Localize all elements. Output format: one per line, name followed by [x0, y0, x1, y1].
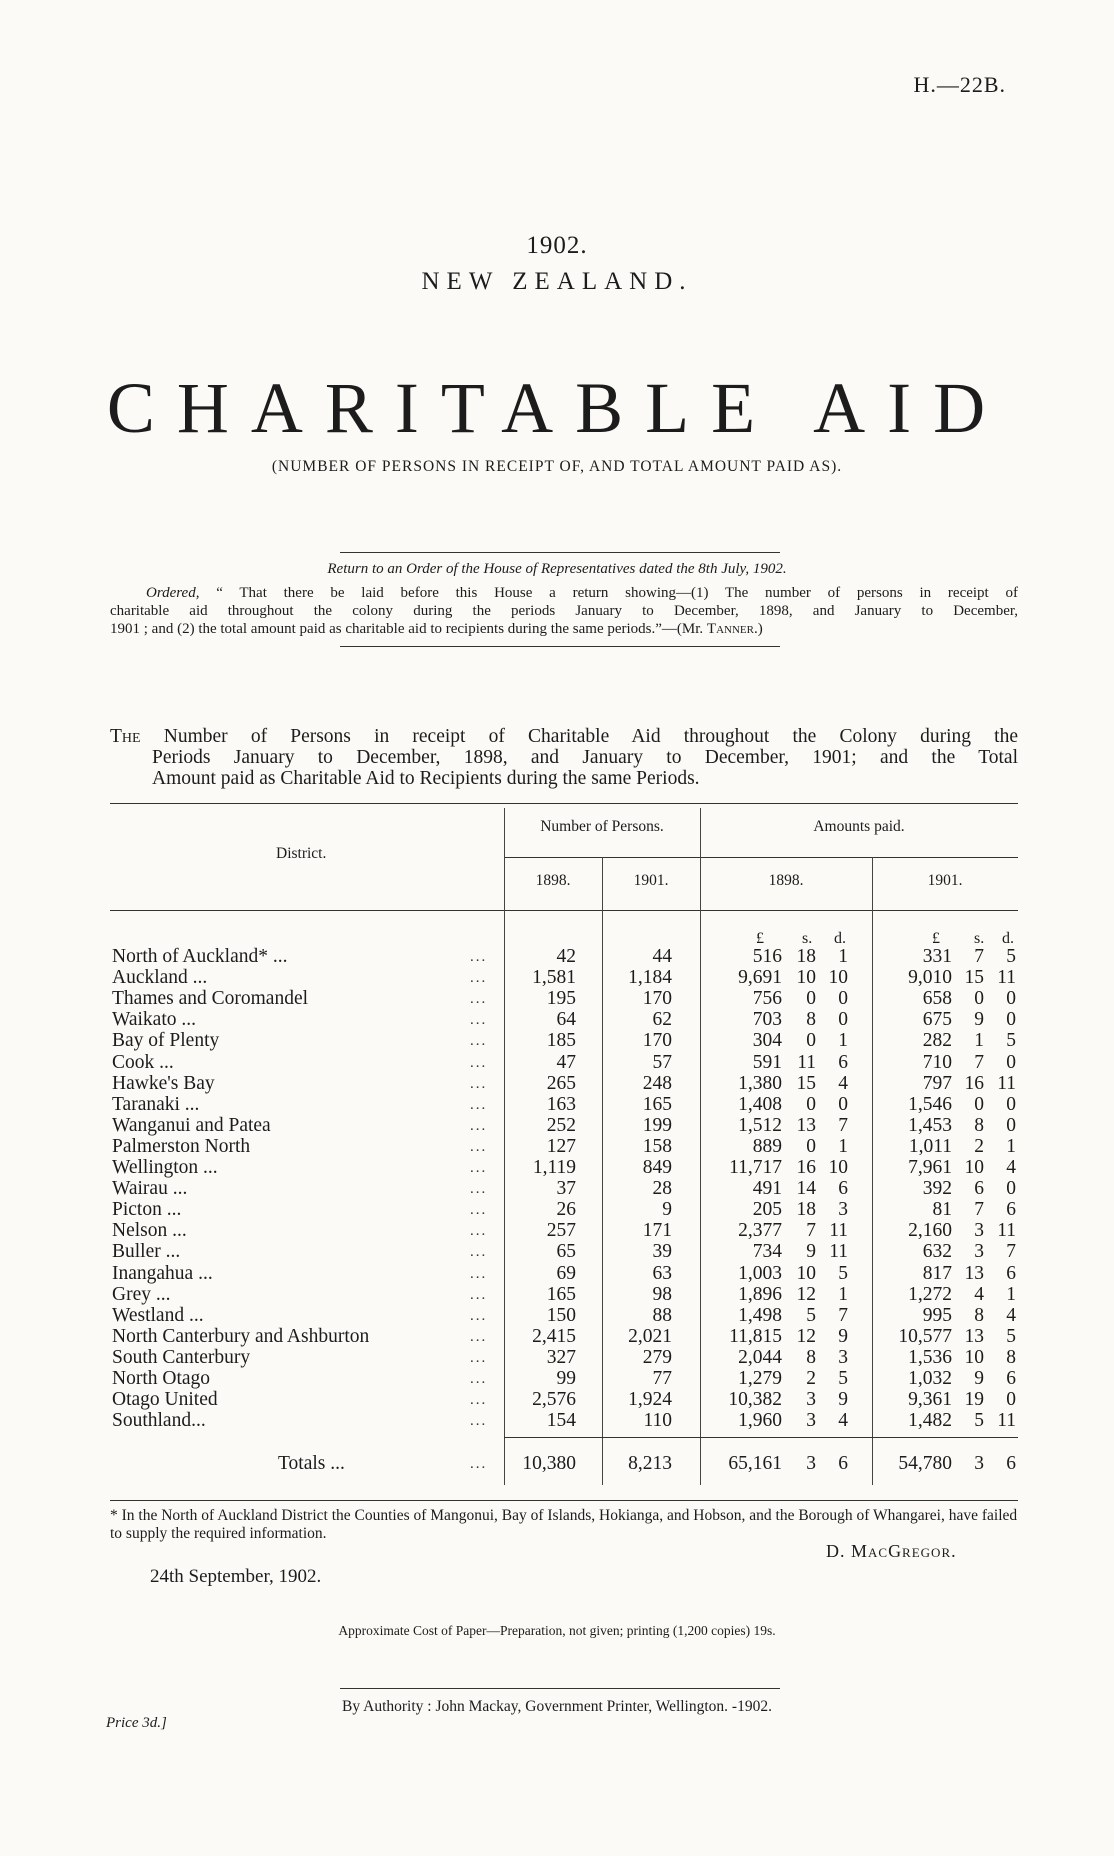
leader-dots: ...: [470, 1308, 488, 1324]
persons-1901-value: 170: [642, 1030, 672, 1051]
amount-1901-shillings: 7: [974, 1199, 984, 1220]
leader-dots: ...: [470, 1329, 488, 1345]
currency-pence-1898: d.: [834, 930, 846, 947]
amount-1901-pence: 0: [1006, 1178, 1016, 1199]
amount-1901-pounds: 9,361: [908, 1389, 952, 1410]
ordered-line-1: “ That there be laid before this House a return showing—(1) The number of persons in receipt of: [216, 585, 1018, 601]
amount-1898-shillings: 11: [797, 1052, 816, 1073]
col-divider-persons-1901: [602, 857, 603, 1485]
document-title: CHARITABLE AID: [106, 368, 1008, 448]
amount-1901-pounds: 797: [922, 1073, 952, 1094]
amount-1901-pounds: 817: [922, 1263, 952, 1284]
persons-1898-value: 37: [556, 1178, 576, 1199]
return-order-line: Return to an Order of the House of Representatives dated the 8th July, 1902.: [327, 561, 787, 577]
amount-1901-pence: 0: [1006, 1052, 1016, 1073]
amount-1901-shillings: 19: [964, 1389, 984, 1410]
persons-1901-value: 28: [652, 1178, 672, 1199]
persons-1901-value: 110: [643, 1410, 672, 1431]
persons-1898-value: 127: [546, 1136, 576, 1157]
amount-1901-pounds: 710: [922, 1052, 952, 1073]
persons-1898-value: 1,119: [532, 1157, 576, 1178]
amount-1898-pounds: 65,161: [728, 1453, 782, 1474]
intro-line-3: Amount paid as Charitable Aid to Recipients during the same Periods.: [152, 768, 700, 789]
amount-1898-pounds: 1,960: [738, 1410, 782, 1431]
amount-1901-pounds: 392: [922, 1178, 952, 1199]
document-date: 24th September, 1902.: [150, 1566, 322, 1587]
ordered-lead: Ordered,: [146, 585, 200, 601]
currency-pounds-1898: £: [756, 930, 764, 947]
persons-1901-value: 2,021: [628, 1326, 672, 1347]
amount-1901-pounds: 1,482: [908, 1410, 952, 1431]
district-name: North Canterbury and Ashburton: [112, 1326, 370, 1347]
persons-1898-value: 257: [546, 1220, 576, 1241]
amount-1901-pounds: 1,011: [908, 1136, 952, 1157]
amount-1898-pounds: 734: [752, 1241, 782, 1262]
amount-1901-shillings: 2: [974, 1136, 984, 1157]
amount-1898-shillings: 15: [796, 1073, 816, 1094]
amount-1901-pence: 6: [1006, 1263, 1016, 1284]
amounts-1901-header: 1901.: [927, 872, 963, 889]
amount-1901-pounds: 675: [922, 1009, 952, 1030]
persons-1901-value: 98: [652, 1284, 672, 1305]
amount-1901-pence: 6: [1006, 1368, 1016, 1389]
currency-pounds-1901: £: [932, 930, 940, 947]
currency-shillings-1898: s.: [802, 930, 813, 947]
amount-1898-shillings: 10: [796, 1263, 816, 1284]
leader-dots: ...: [470, 1287, 488, 1303]
amount-1901-shillings: 7: [974, 1052, 984, 1073]
persons-1901-value: 8,213: [628, 1453, 672, 1474]
document-code: H.—22B.: [913, 72, 1006, 97]
amount-1898-shillings: 0: [806, 988, 816, 1009]
amount-1901-shillings: 4: [974, 1284, 984, 1305]
district-name: Waikato ...: [112, 1009, 196, 1030]
amount-1901-pence: 11: [997, 1073, 1016, 1094]
amount-1898-pence: 9: [838, 1389, 848, 1410]
intro-line-1: Number of Persons in receipt of Charitable Aid throughout the Colony during the: [163, 726, 1018, 747]
leader-dots: ...: [470, 1223, 488, 1239]
amount-1898-shillings: 0: [806, 1030, 816, 1051]
amount-1898-pounds: 1,408: [738, 1094, 782, 1115]
leader-dots: ...: [470, 1371, 488, 1387]
district-name: Westland ...: [112, 1305, 204, 1326]
persons-1898-value: 42: [556, 946, 576, 967]
persons-1901-value: 199: [642, 1115, 672, 1136]
amount-1898-pence: 1: [838, 1136, 848, 1157]
amount-1898-pence: 7: [838, 1115, 848, 1136]
amount-1898-shillings: 5: [806, 1305, 816, 1326]
amount-1901-pounds: 2,160: [908, 1220, 952, 1241]
amount-1898-shillings: 7: [806, 1220, 816, 1241]
district-name: Palmerston North: [112, 1136, 251, 1157]
leader-dots: ...: [470, 970, 488, 986]
district-name: Thames and Coromandel: [112, 988, 309, 1009]
amount-1898-pence: 6: [838, 1178, 848, 1199]
amount-1898-pence: 6: [838, 1052, 848, 1073]
totals-label: Totals ...: [278, 1453, 345, 1474]
district-name: Nelson ...: [112, 1220, 187, 1241]
district-name: Inangahua ...: [112, 1263, 213, 1284]
currency-shillings-1901: s.: [974, 930, 985, 947]
amount-1898-shillings: 3: [806, 1410, 816, 1431]
leader-dots: ...: [470, 1139, 488, 1155]
leader-dots: ...: [470, 1266, 488, 1282]
amount-1901-pence: 0: [1006, 1009, 1016, 1030]
district-name: Picton ...: [112, 1199, 182, 1220]
amount-1898-pence: 4: [838, 1410, 848, 1431]
document-year: 1902.: [526, 232, 588, 259]
persons-1901-value: 279: [642, 1347, 672, 1368]
amount-1898-pence: 1: [838, 1030, 848, 1051]
persons-1898-value: 1,581: [532, 967, 576, 988]
leader-dots: ...: [470, 1181, 488, 1197]
persons-1901-value: 158: [642, 1136, 672, 1157]
amount-1901-pounds: 1,546: [908, 1094, 952, 1115]
persons-1898-value: 163: [546, 1094, 576, 1115]
table-top-rule: [110, 803, 1018, 804]
amount-1901-shillings: 9: [974, 1009, 984, 1030]
district-name: Buller ...: [112, 1241, 181, 1262]
leader-dots: ...: [470, 1350, 488, 1366]
leader-dots: ...: [470, 1097, 488, 1113]
district-name: Wellington ...: [112, 1157, 218, 1178]
amount-1898-pence: 9: [838, 1326, 848, 1347]
district-name: Wairau ...: [112, 1178, 188, 1199]
amount-1898-shillings: 9: [806, 1241, 816, 1262]
amount-1901-pounds: 1,536: [908, 1347, 952, 1368]
amount-1898-pounds: 756: [752, 988, 782, 1009]
country-heading: NEW ZEALAND.: [421, 268, 693, 295]
persons-1901-value: 170: [642, 988, 672, 1009]
amount-1901-shillings: 0: [974, 1094, 984, 1115]
leader-dots: ...: [470, 949, 488, 965]
col-divider-persons: [504, 808, 505, 1485]
leader-dots: ...: [470, 1456, 488, 1472]
ordered-line-3: 1901 ; and (2) the total amount paid as charitable aid to recipients during the same periods.”—(Mr.: [110, 621, 704, 637]
persons-1901-value: 62: [652, 1009, 672, 1030]
amount-1898-pounds: 205: [752, 1199, 782, 1220]
amount-1901-shillings: 8: [974, 1305, 984, 1326]
persons-1901-header: 1901.: [633, 872, 669, 889]
amount-1898-shillings: 12: [796, 1284, 816, 1305]
amount-1901-pence: 7: [1006, 1241, 1016, 1262]
persons-1898-value: 252: [546, 1115, 576, 1136]
amount-1901-pence: 8: [1006, 1347, 1016, 1368]
amount-1901-shillings: 5: [974, 1410, 984, 1431]
table-intro: [110, 726, 1018, 789]
amount-1901-pence: 0: [1006, 988, 1016, 1009]
amount-1901-pounds: 1,453: [908, 1115, 952, 1136]
amount-1901-pence: 11: [997, 1220, 1016, 1241]
amount-1901-shillings: 1: [974, 1030, 984, 1051]
district-name: Cook ...: [112, 1052, 174, 1073]
district-name: South Canterbury: [112, 1347, 251, 1368]
amount-1898-pounds: 591: [752, 1052, 782, 1073]
amount-1898-pounds: 11,717: [729, 1157, 782, 1178]
persons-1898-value: 64: [556, 1009, 576, 1030]
amount-1898-pence: 3: [838, 1199, 848, 1220]
amount-1901-shillings: 6: [974, 1178, 984, 1199]
persons-1898-value: 195: [546, 988, 576, 1009]
amount-1898-shillings: 13: [796, 1115, 816, 1136]
amount-1901-pence: 4: [1006, 1157, 1016, 1178]
totals-rule: [504, 1437, 1018, 1438]
persons-1901-value: 9: [662, 1199, 672, 1220]
signature: D. MacGregor.: [826, 1541, 957, 1561]
amount-1898-shillings: 3: [806, 1389, 816, 1410]
amount-1901-pence: 5: [1006, 1030, 1016, 1051]
persons-1901-value: 1,184: [628, 967, 672, 988]
persons-1898-value: 2,415: [532, 1326, 576, 1347]
amount-1901-pence: 1: [1006, 1284, 1016, 1305]
leader-dots: ...: [470, 1076, 488, 1092]
leader-dots: ...: [470, 1392, 488, 1408]
amount-1901-pence: 4: [1006, 1305, 1016, 1326]
persons-1898-value: 150: [546, 1305, 576, 1326]
amount-1901-shillings: 3: [974, 1220, 984, 1241]
persons-1898-value: 47: [556, 1052, 576, 1073]
amount-1898-shillings: 8: [806, 1347, 816, 1368]
amount-1898-pounds: 516: [752, 946, 782, 967]
col-divider-amounts: [700, 808, 701, 1485]
amount-1898-pence: 10: [828, 1157, 848, 1178]
amount-1898-pounds: 11,815: [729, 1326, 782, 1347]
persons-1898-value: 165: [546, 1284, 576, 1305]
amount-1901-shillings: 16: [964, 1073, 984, 1094]
divider-top: [340, 552, 780, 553]
amount-1901-pounds: 282: [922, 1030, 952, 1051]
amount-1901-shillings: 13: [964, 1263, 984, 1284]
amount-1898-pence: 0: [838, 988, 848, 1009]
leader-dots: ...: [470, 1055, 488, 1071]
amount-1898-pence: 5: [838, 1263, 848, 1284]
amount-1901-pounds: 331: [922, 946, 952, 967]
cost-note: Approximate Cost of Paper—Preparation, not given; printing (1,200 copies) 19s.: [338, 1623, 776, 1638]
amount-1901-pounds: 658: [922, 988, 952, 1009]
currency-pence-1901: d.: [1002, 930, 1014, 947]
persons-1898-value: 154: [546, 1410, 576, 1431]
amount-1901-pence: 0: [1006, 1094, 1016, 1115]
amount-1898-shillings: 12: [796, 1326, 816, 1347]
amount-1898-pence: 0: [838, 1094, 848, 1115]
persons-1898-value: 26: [556, 1199, 576, 1220]
amount-1901-pounds: 1,032: [908, 1368, 952, 1389]
amounts-header: Amounts paid.: [813, 818, 905, 835]
amount-1901-shillings: 3: [974, 1241, 984, 1262]
persons-1901-value: 849: [642, 1157, 672, 1178]
persons-1901-value: 1,924: [628, 1389, 672, 1410]
amounts-1898-header: 1898.: [768, 872, 804, 889]
persons-header: Number of Persons.: [540, 818, 664, 835]
amount-1898-shillings: 0: [806, 1094, 816, 1115]
persons-1901-value: 57: [652, 1052, 672, 1073]
footnote-rule: [110, 1500, 1018, 1501]
amount-1898-pence: 6: [838, 1453, 848, 1474]
district-name: Hawke's Bay: [112, 1073, 215, 1094]
amount-1898-shillings: 18: [796, 1199, 816, 1220]
amount-1898-pence: 7: [838, 1305, 848, 1326]
amount-1901-pence: 11: [997, 967, 1016, 988]
amount-1901-shillings: 3: [974, 1453, 984, 1474]
divider-bottom: [340, 646, 780, 647]
amount-1901-pounds: 54,780: [898, 1453, 952, 1474]
amount-1901-shillings: 8: [974, 1115, 984, 1136]
leader-dots: ...: [470, 1244, 488, 1260]
leader-dots: ...: [470, 991, 488, 1007]
amount-1898-pounds: 889: [752, 1136, 782, 1157]
persons-1898-value: 2,576: [532, 1389, 576, 1410]
amount-1898-shillings: 16: [796, 1157, 816, 1178]
document-subtitle: (NUMBER OF PERSONS IN RECEIPT OF, AND TOTAL AMOUNT PAID AS).: [271, 458, 843, 475]
amount-1898-pounds: 1,512: [738, 1115, 782, 1136]
persons-1898-value: 10,380: [522, 1453, 576, 1474]
district-name: Grey ...: [112, 1284, 171, 1305]
amount-1898-pence: 4: [838, 1073, 848, 1094]
amount-1901-pence: 6: [1006, 1199, 1016, 1220]
amount-1898-pence: 1: [838, 946, 848, 967]
amount-1901-pence: 6: [1006, 1453, 1016, 1474]
amount-1898-pounds: 1,003: [738, 1263, 782, 1284]
amount-1901-pounds: 632: [922, 1241, 952, 1262]
persons-1901-value: 63: [652, 1263, 672, 1284]
leader-dots: ...: [470, 1012, 488, 1028]
persons-1901-value: 88: [652, 1305, 672, 1326]
persons-1898-value: 327: [546, 1347, 576, 1368]
district-name: North of Auckland* ...: [112, 946, 288, 967]
amount-1898-pounds: 1,896: [738, 1284, 782, 1305]
district-name: Bay of Plenty: [112, 1030, 220, 1051]
amount-1898-pence: 1: [838, 1284, 848, 1305]
persons-1898-value: 185: [546, 1030, 576, 1051]
amount-1898-pence: 5: [838, 1368, 848, 1389]
table-header-rule: [110, 910, 1018, 911]
leader-dots: ...: [470, 1413, 488, 1429]
persons-1901-value: 165: [642, 1094, 672, 1115]
persons-1901-value: 39: [652, 1241, 672, 1262]
amount-1898-pence: 0: [838, 1009, 848, 1030]
amount-1898-pence: 10: [828, 967, 848, 988]
persons-1898-value: 69: [556, 1263, 576, 1284]
footnote: * In the North of Auckland District the Counties of Mangonui, Bay of Islands, Hokianga, and Hobson, and the Borough of Whangarei, have failed to supply the required information.: [110, 1507, 1018, 1542]
amount-1901-pounds: 10,577: [898, 1326, 952, 1347]
amount-1901-shillings: 7: [974, 946, 984, 967]
amount-1901-pence: 11: [997, 1410, 1016, 1431]
intro-line-2: Periods January to December, 1898, and January to December, 1901; and the Total: [152, 747, 1018, 768]
amount-1898-pounds: 10,382: [728, 1389, 782, 1410]
leader-dots: ...: [470, 1033, 488, 1049]
amount-1898-shillings: 8: [806, 1009, 816, 1030]
amount-1898-pounds: 491: [752, 1178, 782, 1199]
amount-1901-shillings: 15: [964, 967, 984, 988]
amount-1898-pence: 11: [829, 1241, 848, 1262]
persons-1898-value: 65: [556, 1241, 576, 1262]
amount-1898-pence: 3: [838, 1347, 848, 1368]
amount-1898-shillings: 18: [796, 946, 816, 967]
amount-1901-pence: 5: [1006, 946, 1016, 967]
price-note: Price 3d.]: [106, 1715, 167, 1731]
amount-1901-shillings: 10: [964, 1157, 984, 1178]
amount-1901-pence: 1: [1006, 1136, 1016, 1157]
amount-1898-shillings: 2: [806, 1368, 816, 1389]
district-name: Taranaki ...: [112, 1094, 200, 1115]
subheader-rule: [504, 857, 1018, 858]
leader-dots: ...: [470, 1202, 488, 1218]
amount-1898-pounds: 2,044: [738, 1347, 782, 1368]
ordered-paragraph: [110, 584, 1018, 638]
amount-1901-shillings: 9: [974, 1368, 984, 1389]
amount-1898-pounds: 1,380: [738, 1073, 782, 1094]
district-name: Southland...: [112, 1410, 206, 1431]
amount-1898-shillings: 0: [806, 1136, 816, 1157]
leader-dots: ...: [470, 1160, 488, 1176]
amount-1901-shillings: 10: [964, 1347, 984, 1368]
persons-1898-value: 99: [556, 1368, 576, 1389]
persons-1901-value: 171: [642, 1220, 672, 1241]
authority-rule: [340, 1688, 780, 1689]
amount-1901-pounds: 7,961: [908, 1157, 952, 1178]
district-name: Wanganui and Patea: [112, 1115, 271, 1136]
district-name: Otago United: [112, 1389, 218, 1410]
persons-1901-value: 248: [642, 1073, 672, 1094]
amount-1901-pence: 5: [1006, 1326, 1016, 1347]
amount-1901-pounds: 81: [932, 1199, 952, 1220]
amount-1898-pounds: 9,691: [738, 967, 782, 988]
amount-1898-shillings: 14: [796, 1178, 816, 1199]
leader-dots: ...: [470, 1118, 488, 1134]
district-header: District.: [276, 845, 327, 862]
persons-1898-header: 1898.: [535, 872, 571, 889]
amount-1898-shillings: 10: [796, 967, 816, 988]
amount-1898-pounds: 703: [752, 1009, 782, 1030]
persons-1901-value: 44: [652, 946, 672, 967]
district-name: Auckland ...: [112, 967, 208, 988]
amount-1901-shillings: 13: [964, 1326, 984, 1347]
amount-1901-pounds: 1,272: [908, 1284, 952, 1305]
amount-1898-pounds: 2,377: [738, 1220, 782, 1241]
amount-1898-pounds: 304: [752, 1030, 782, 1051]
amount-1898-pence: 11: [829, 1220, 848, 1241]
amount-1901-pence: 0: [1006, 1115, 1016, 1136]
district-name: North Otago: [112, 1368, 211, 1389]
intro-lead: The: [110, 726, 141, 747]
amount-1901-pence: 0: [1006, 1389, 1016, 1410]
amount-1898-shillings: 3: [806, 1453, 816, 1474]
ordered-line-2: charitable aid throughout the colony during the periods January to December, 1898, and January to December,: [110, 603, 1018, 619]
amount-1898-pounds: 1,279: [738, 1368, 782, 1389]
authority-line: By Authority : John Mackay, Government Printer, Wellington. -1902.: [342, 1698, 772, 1715]
persons-1901-value: 77: [652, 1368, 672, 1389]
amount-1901-pounds: 9,010: [908, 967, 952, 988]
amount-1901-pounds: 995: [922, 1305, 952, 1326]
amount-1901-shillings: 0: [974, 988, 984, 1009]
amount-1898-pounds: 1,498: [738, 1305, 782, 1326]
col-divider-amounts-1901: [872, 857, 873, 1485]
ordered-mover: Tanner.): [706, 621, 763, 637]
persons-1898-value: 265: [546, 1073, 576, 1094]
